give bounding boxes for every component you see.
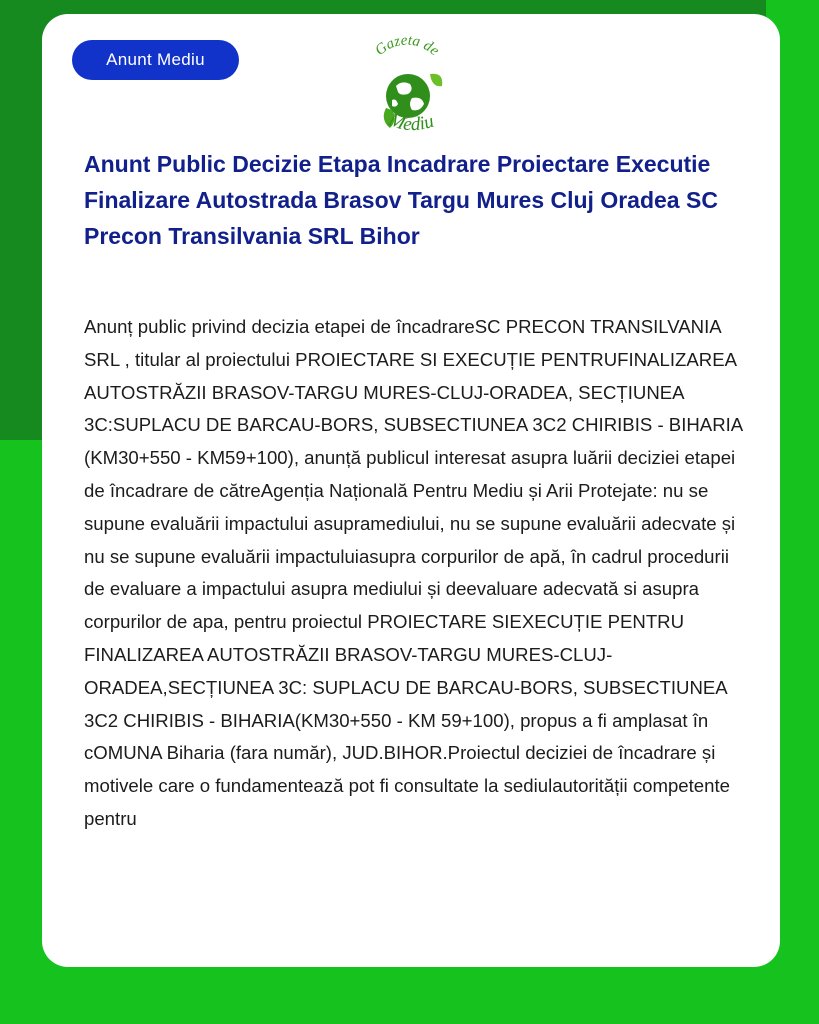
svg-text:Gazeta de: [372, 34, 442, 59]
announcement-card: [42, 14, 780, 967]
gazeta-de-mediu-logo: [352, 34, 462, 146]
article-title: Anunt Public Decizie Etapa Incadrare Proiectare Executie Finalizare Autostrada Brasov Targu Mures Cluj Oradea SC Precon Transilvania SRL Bihor: [84, 151, 718, 249]
article-body: Anunț public privind decizia etapei de încadrareSC PRECON TRANSILVANIA SRL , titular al proiectului PROIECTARE SI EXECUȚIE PENTRUFINALIZAREA AUTOSTRĂZII BRASOV-TARGU MURES-CLUJ-ORADEA, SECȚIUNEA 3C:SUPLACU DE BARCAU-BORS, SUBSECTIUNEA 3C2 CHIRIBIS - BIHARIA (KM30+550 - KM59+100), anunță publicul interesat asupra luării deciziei etapei de încadrare de cătreAgenția Națională Pentru Mediu și Arii Protejate: nu se supune evaluării impactului asupramediului, nu se supune evaluării adecvate și nu se supune evaluării impactuluiasupra corpurilor de apă, în cadrul procedurii de evaluare a impactului asupra mediului și deevaluare adecvată si asupra corpurilor de apa, pentru proiectul PROIECTARE SIEXECUȚIE PENTRU FINALIZAREA AUTOSTRĂZII BRASOV-TARGU MURES-CLUJ-ORADEA,SECȚIUNEA 3C: SUPLACU DE BARCAU-BORS, SUBSECTIUNEA 3C2 CHIRIBIS - BIHARIA(KM30+550 - KM 59+100), propus a fi amplasat în cOMUNA Biharia (fara număr), JUD.BIHOR.Proiectul deciziei de încadrare și motivele care o fundamentează pot fi consultate la sediulautorității competente pentru: [84, 316, 743, 829]
logo-text-bottom: Mediu: [386, 109, 437, 136]
logo-text-top: Gazeta de: [372, 34, 443, 60]
category-badge[interactable]: Anunt Mediu: [72, 40, 239, 80]
